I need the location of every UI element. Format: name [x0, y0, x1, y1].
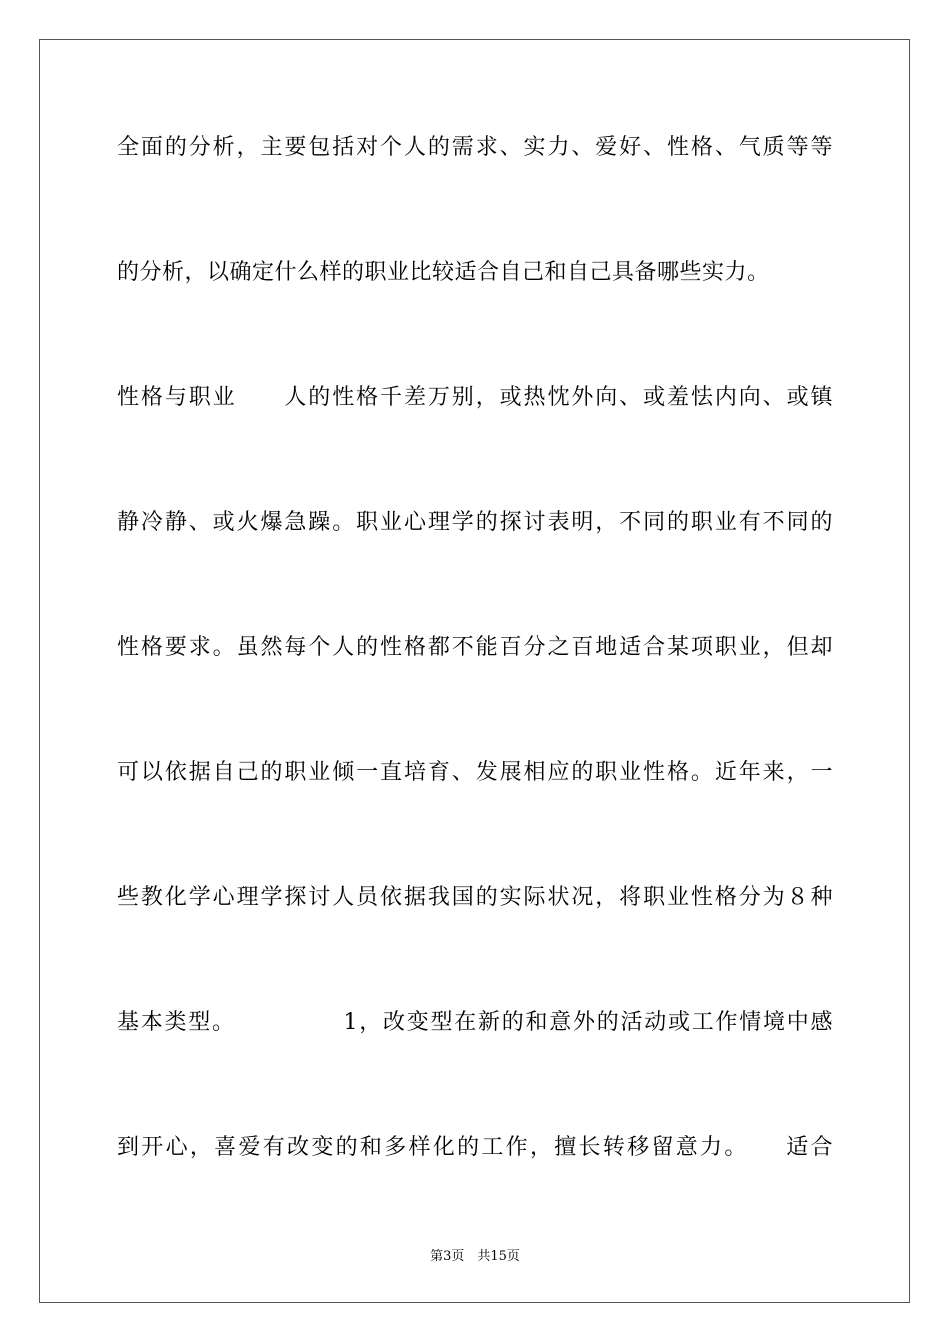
body-text-line-4: 静冷静、或火爆急躁。职业心理学的探讨表明，不同的职业有不同的: [117, 510, 833, 535]
body-text-line-2: 的分析，以确定什么样的职业比较适合自己和自己具备哪些实力。: [117, 260, 770, 285]
body-text-line-7: 些教化学心理学探讨人员依据我国的实际状况，将职业性格分为８种: [117, 885, 833, 910]
body-text-line-1: 全面的分析，主要包括对个人的需求、实力、爱好、性格、气质等等: [117, 135, 833, 160]
page-footer: 第3页 共15页: [430, 1249, 520, 1264]
body-text-line-9: 到开心，喜爱有改变的和多样化的工作，擅长转移留意力。 适合: [117, 1135, 833, 1160]
body-text-line-8: 基本类型。 1，改变型在新的和意外的活动或工作情境中感: [117, 1010, 833, 1035]
page-border: [39, 39, 910, 1303]
body-text-line-3: 性格与职业 人的性格千差万别，或热忱外向、或羞怯内向、或镇: [117, 385, 833, 410]
body-text-line-6: 可以依据自己的职业倾一直培育、发展相应的职业性格。近年来，一: [117, 760, 833, 785]
body-text-line-5: 性格要求。虽然每个人的性格都不能百分之百地适合某项职业，但却: [117, 635, 833, 660]
